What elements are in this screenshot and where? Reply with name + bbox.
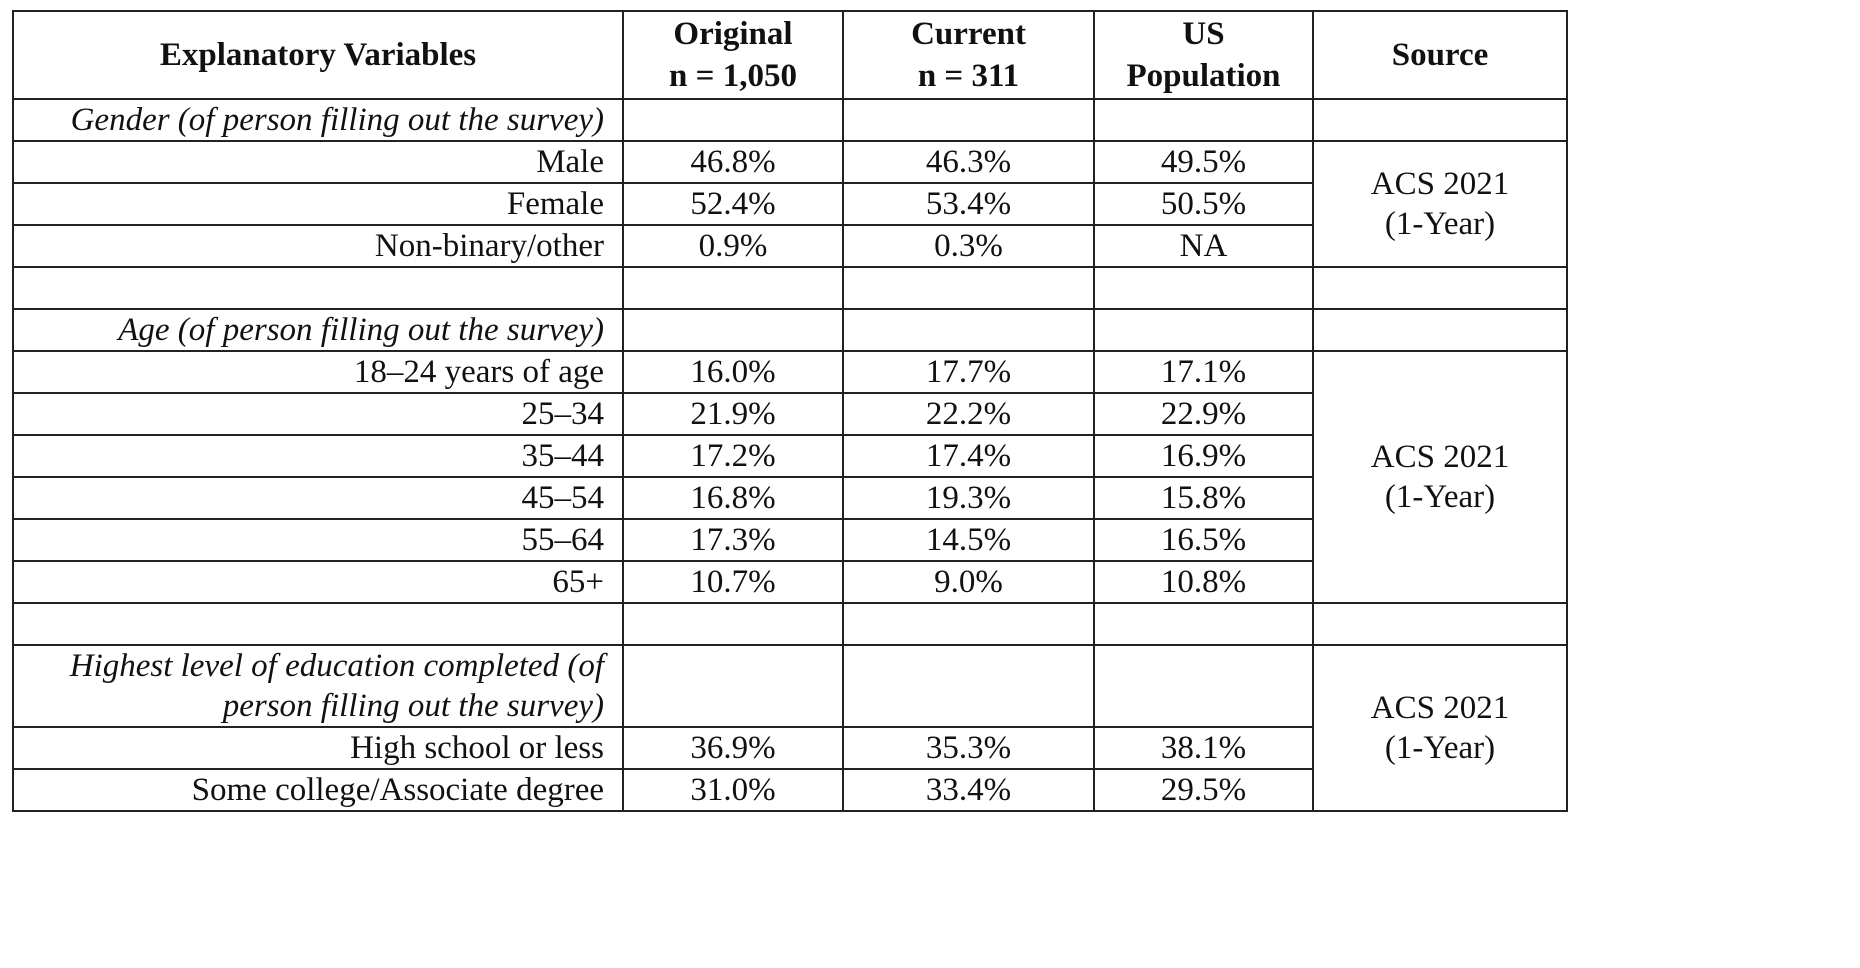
- header-original: [623, 11, 843, 99]
- current-value: 17.4%: [843, 435, 1094, 477]
- header-current-n: n = 311: [917, 58, 1020, 94]
- empty-cell: [1094, 267, 1313, 309]
- header-current-title: Current: [911, 16, 1026, 52]
- original-value: 17.3%: [623, 519, 843, 561]
- header-explanatory-variables: Explanatory Variables: [13, 11, 623, 99]
- document-sheet: [12, 10, 1566, 808]
- original-value: 52.4%: [623, 183, 843, 225]
- spacer-row: [13, 267, 1567, 309]
- original-value: 46.8%: [623, 141, 843, 183]
- empty-cell: [623, 645, 843, 727]
- current-value: 53.4%: [843, 183, 1094, 225]
- current-value: 22.2%: [843, 393, 1094, 435]
- table-row: [13, 141, 1567, 183]
- table-row: [13, 351, 1567, 393]
- empty-cell: [623, 309, 843, 351]
- empty-cell: [843, 267, 1094, 309]
- row-label: 55–64: [13, 519, 623, 561]
- current-value: 19.3%: [843, 477, 1094, 519]
- row-label: 35–44: [13, 435, 623, 477]
- source-cell-education: [1313, 645, 1567, 811]
- us-population-value: 29.5%: [1094, 769, 1313, 811]
- us-population-value: 38.1%: [1094, 727, 1313, 769]
- section-title-line1: Highest level of education completed (of: [69, 648, 604, 684]
- original-value: 10.7%: [623, 561, 843, 603]
- current-value: 0.3%: [843, 225, 1094, 267]
- source-line2: (1-Year): [1384, 479, 1496, 515]
- section-header-row: [13, 645, 1567, 727]
- original-value: 21.9%: [623, 393, 843, 435]
- row-label: 18–24 years of age: [13, 351, 623, 393]
- original-value: 31.0%: [623, 769, 843, 811]
- header-current: [843, 11, 1094, 99]
- section-title-education: [13, 645, 623, 727]
- source-line1: ACS 2021: [1370, 166, 1510, 202]
- empty-cell: [1313, 309, 1567, 351]
- empty-cell: [623, 603, 843, 645]
- us-population-value: 15.8%: [1094, 477, 1313, 519]
- us-population-value: 10.8%: [1094, 561, 1313, 603]
- source-cell-gender: [1313, 141, 1567, 267]
- row-label: 65+: [13, 561, 623, 603]
- us-population-value: 49.5%: [1094, 141, 1313, 183]
- empty-cell: [1313, 603, 1567, 645]
- original-value: 36.9%: [623, 727, 843, 769]
- source-cell-age: [1313, 351, 1567, 603]
- current-value: 46.3%: [843, 141, 1094, 183]
- header-us-line2: Population: [1126, 58, 1281, 94]
- empty-cell: [623, 99, 843, 141]
- row-label: Some college/Associate degree: [13, 769, 623, 811]
- empty-cell: [843, 99, 1094, 141]
- section-header-row: [13, 309, 1567, 351]
- us-population-value: 50.5%: [1094, 183, 1313, 225]
- source-line2: (1-Year): [1384, 730, 1496, 766]
- empty-cell: [1094, 603, 1313, 645]
- current-value: 35.3%: [843, 727, 1094, 769]
- empty-cell: [843, 603, 1094, 645]
- section-title-line2: person filling out the survey): [222, 688, 604, 724]
- row-label: High school or less: [13, 727, 623, 769]
- section-header-row: [13, 99, 1567, 141]
- empty-cell: [13, 603, 623, 645]
- current-value: 17.7%: [843, 351, 1094, 393]
- header-us-line1: US: [1182, 16, 1225, 52]
- source-line1: ACS 2021: [1370, 690, 1510, 726]
- row-label: 45–54: [13, 477, 623, 519]
- row-label: Female: [13, 183, 623, 225]
- source-line2: (1-Year): [1384, 206, 1496, 242]
- us-population-value: 22.9%: [1094, 393, 1313, 435]
- header-source: Source: [1313, 11, 1567, 99]
- us-population-value: 16.5%: [1094, 519, 1313, 561]
- empty-cell: [843, 645, 1094, 727]
- demographics-table: [12, 10, 1568, 812]
- current-value: 33.4%: [843, 769, 1094, 811]
- empty-cell: [843, 309, 1094, 351]
- us-population-value: 17.1%: [1094, 351, 1313, 393]
- empty-cell: [1313, 99, 1567, 141]
- header-original-n: n = 1,050: [669, 58, 797, 94]
- empty-cell: [1094, 309, 1313, 351]
- section-title-age: Age (of person filling out the survey): [13, 309, 623, 351]
- us-population-value: NA: [1094, 225, 1313, 267]
- row-label: Non-binary/other: [13, 225, 623, 267]
- source-line1: ACS 2021: [1370, 439, 1510, 475]
- us-population-value: 16.9%: [1094, 435, 1313, 477]
- original-value: 16.8%: [623, 477, 843, 519]
- header-original-title: Original: [673, 16, 793, 52]
- empty-cell: [1094, 99, 1313, 141]
- original-value: 17.2%: [623, 435, 843, 477]
- empty-cell: [1094, 645, 1313, 727]
- empty-cell: [623, 267, 843, 309]
- current-value: 9.0%: [843, 561, 1094, 603]
- original-value: 0.9%: [623, 225, 843, 267]
- spacer-row: [13, 603, 1567, 645]
- current-value: 14.5%: [843, 519, 1094, 561]
- row-label: Male: [13, 141, 623, 183]
- header-us-population: [1094, 11, 1313, 99]
- section-title-gender: Gender (of person filling out the survey): [13, 99, 623, 141]
- original-value: 16.0%: [623, 351, 843, 393]
- empty-cell: [13, 267, 623, 309]
- header-row: [13, 11, 1567, 99]
- empty-cell: [1313, 267, 1567, 309]
- row-label: 25–34: [13, 393, 623, 435]
